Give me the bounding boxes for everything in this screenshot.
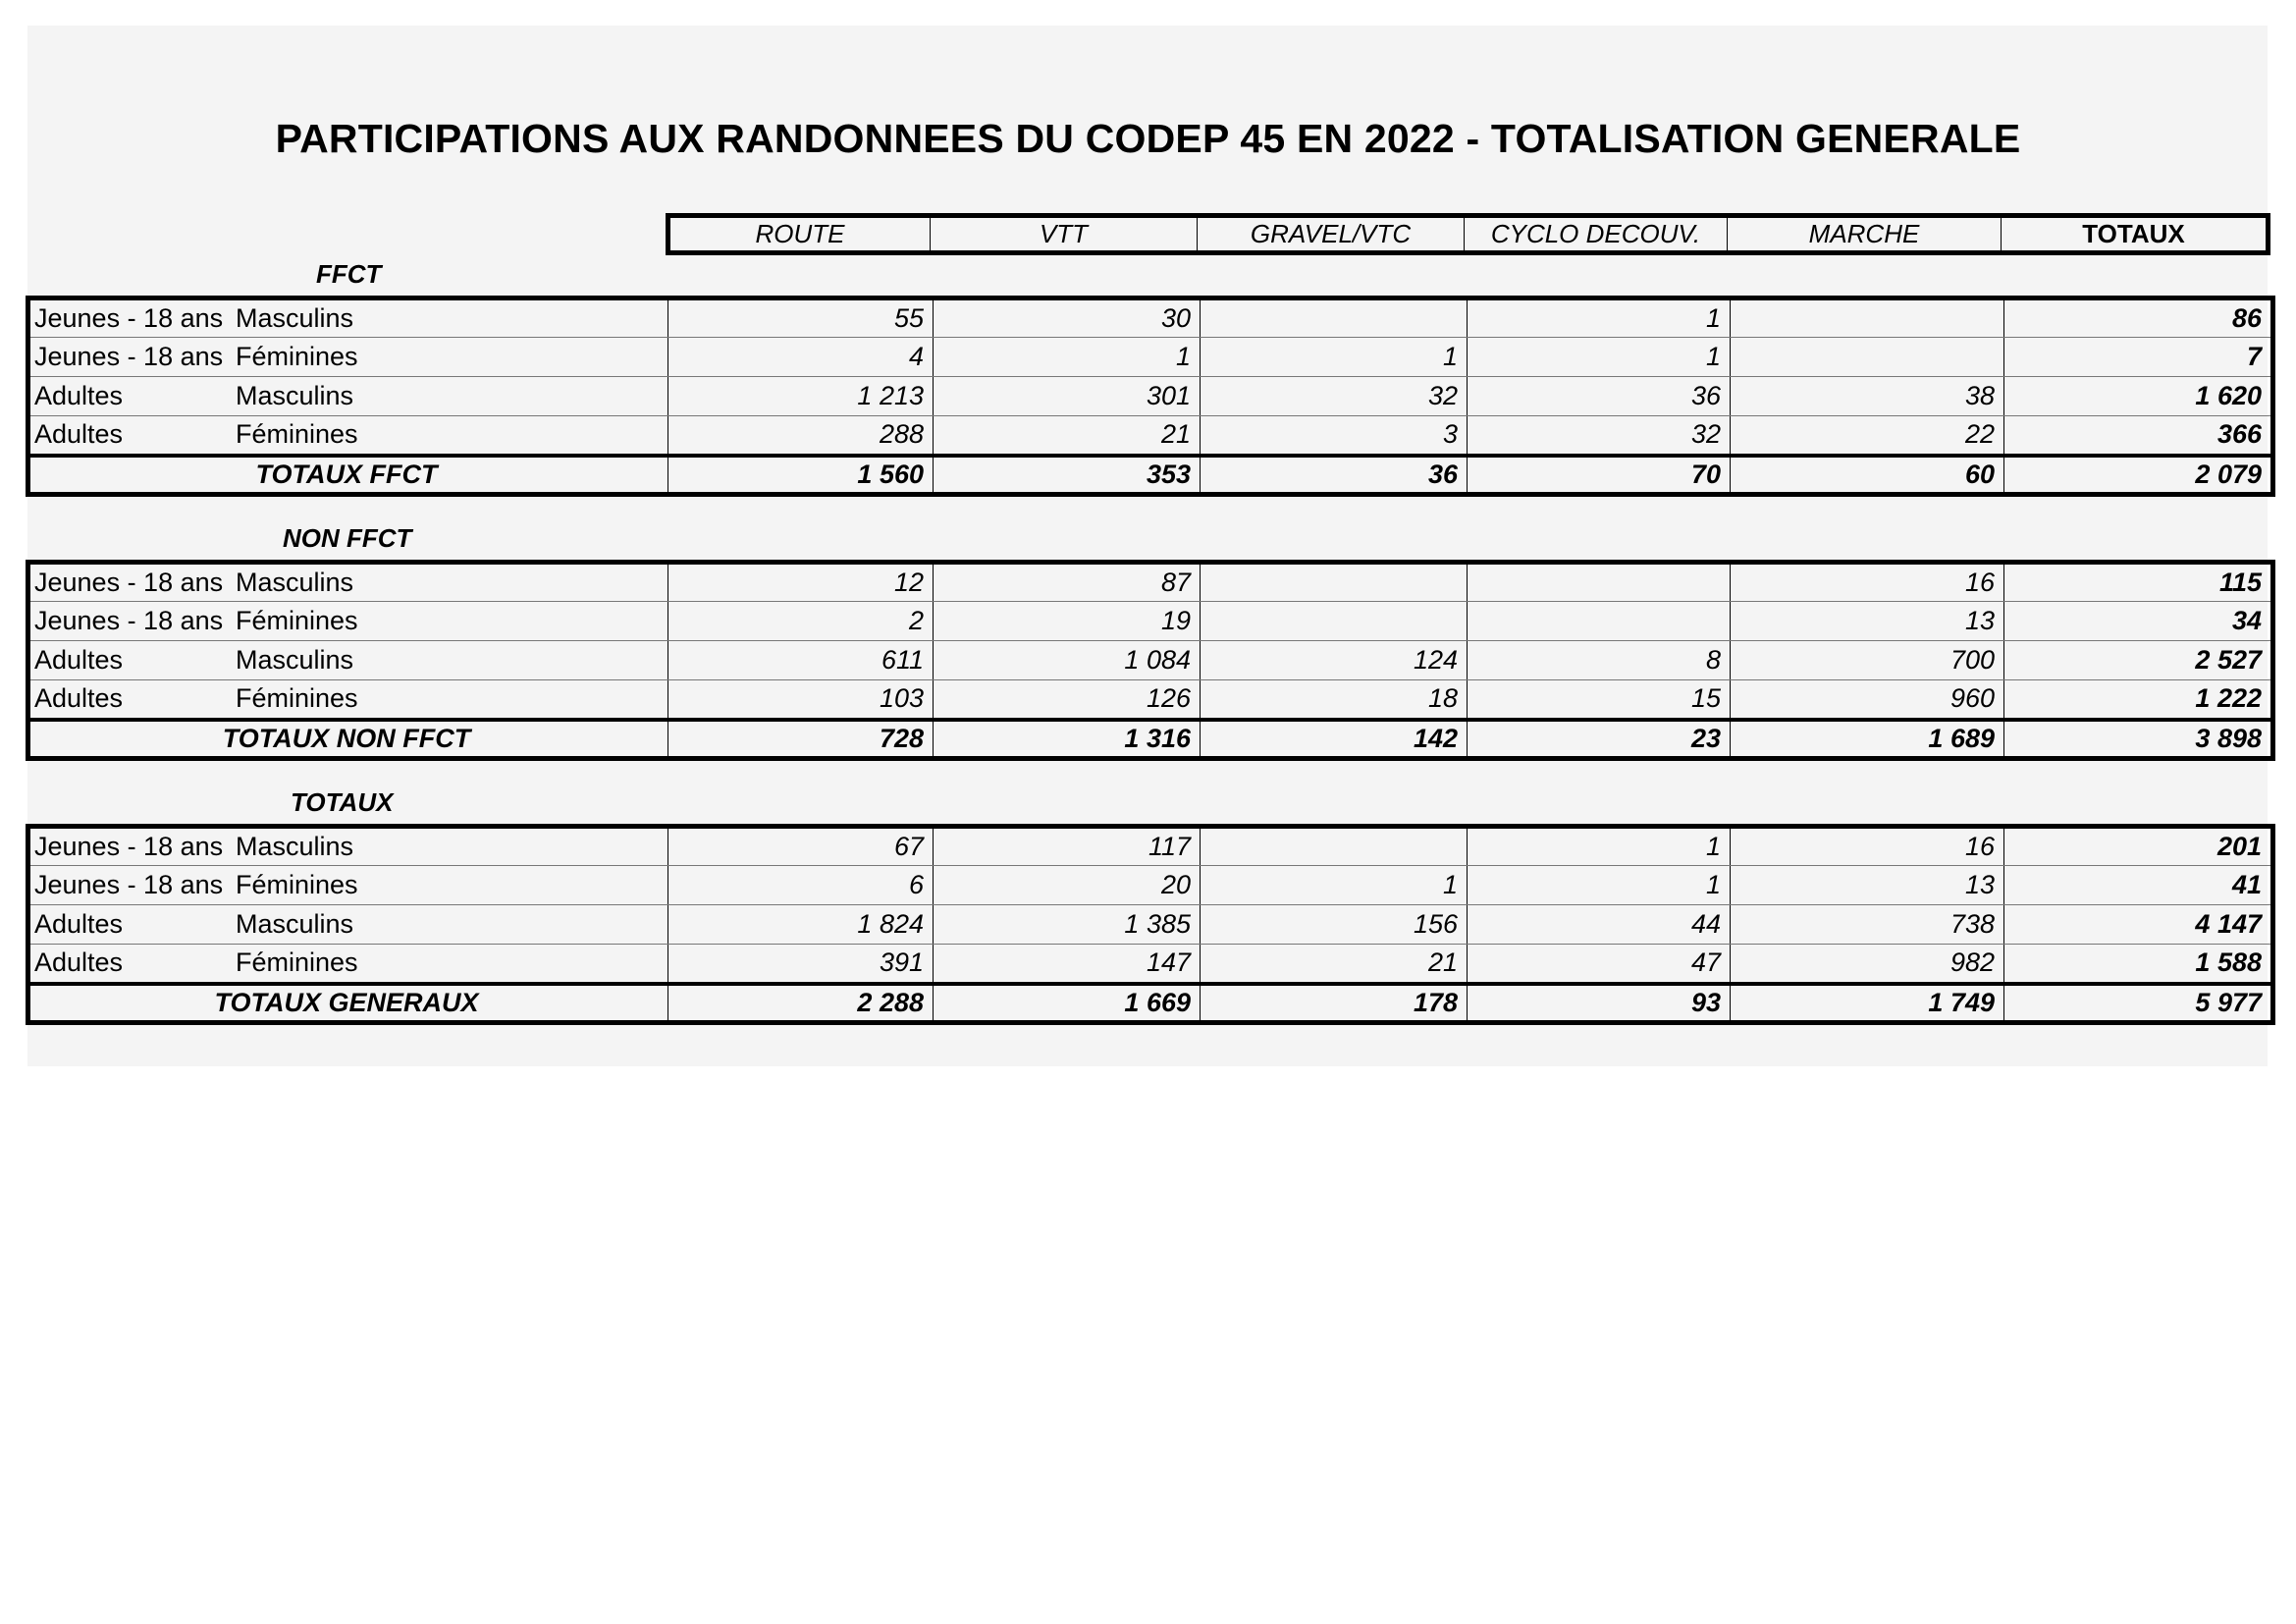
total-cell: 60 (1731, 456, 2004, 495)
table-cell: 13 (1731, 602, 2004, 641)
age-group: Jeunes - 18 ans (34, 568, 224, 597)
table-cell: 366 (2004, 416, 2273, 456)
table-cell: 41 (2004, 866, 2273, 905)
age-group: Jeunes - 18 ans (34, 870, 224, 899)
table-cell: 1 620 (2004, 377, 2273, 416)
table-cell: 1 (1468, 827, 1731, 866)
total-cell: 1 749 (1731, 984, 2004, 1023)
gender: Masculins (236, 832, 354, 861)
table-cell: 738 (1731, 905, 2004, 945)
table-cell: 1 824 (668, 905, 934, 945)
table-cell: 700 (1731, 641, 2004, 680)
page-title: PARTICIPATIONS AUX RANDONNEES DU CODEP 45 EN 2022 - TOTALISATION GENERALE (275, 116, 2021, 161)
row-label (28, 866, 668, 905)
row-label (28, 945, 668, 984)
total-cell: 70 (1468, 456, 1731, 495)
table-row (28, 563, 2273, 602)
table-cell: 67 (668, 827, 934, 866)
table-cell: 1 213 (668, 377, 934, 416)
table-cell: 13 (1731, 866, 2004, 905)
age-group: Adultes (34, 645, 124, 675)
total-cell: 728 (668, 720, 934, 759)
table-row (28, 602, 2273, 641)
table-cell (1201, 298, 1468, 338)
table-row (28, 827, 2273, 866)
table-cell: 611 (668, 641, 934, 680)
table-cell: 391 (668, 945, 934, 984)
table-cell: 1 588 (2004, 945, 2273, 984)
total-cell: 178 (1201, 984, 1468, 1023)
table-cell: 147 (934, 945, 1201, 984)
total-cell: 1 560 (668, 456, 934, 495)
age-group: Jeunes - 18 ans (34, 303, 224, 333)
table-row (28, 338, 2273, 377)
gender: Féminines (236, 870, 358, 899)
table-row (28, 377, 2273, 416)
total-cell: 36 (1201, 456, 1468, 495)
table-row (28, 298, 2273, 338)
table-cell: 4 147 (2004, 905, 2273, 945)
age-group: Adultes (34, 419, 124, 450)
row-label (28, 827, 668, 866)
total-label: TOTAUX FFCT (28, 456, 668, 495)
table-cell: 1 084 (934, 641, 1201, 680)
table-cell: 36 (1468, 377, 1731, 416)
total-cell: 23 (1468, 720, 1731, 759)
table-row (28, 905, 2273, 945)
data-table (26, 560, 2275, 761)
table-cell: 982 (1731, 945, 2004, 984)
table-row (28, 866, 2273, 905)
table-cell: 55 (668, 298, 934, 338)
table-cell: 19 (934, 602, 1201, 641)
table-cell: 1 (1468, 866, 1731, 905)
table-cell: 201 (2004, 827, 2273, 866)
total-row (28, 720, 2273, 759)
total-cell: 2 288 (668, 984, 934, 1023)
age-group: Adultes (34, 947, 124, 978)
table-row (28, 641, 2273, 680)
gender: Féminines (236, 947, 358, 978)
table-cell: 1 (1201, 338, 1468, 377)
table-cell: 2 (668, 602, 934, 641)
column-header-route: ROUTE (670, 218, 931, 250)
gender: Féminines (236, 342, 358, 371)
table-cell: 15 (1468, 680, 1731, 720)
table-cell: 1 (1468, 338, 1731, 377)
row-label (28, 602, 668, 641)
gender: Féminines (236, 606, 358, 635)
table-cell: 124 (1201, 641, 1468, 680)
row-label (28, 416, 668, 456)
table-cell: 4 (668, 338, 934, 377)
total-cell: 353 (934, 456, 1201, 495)
table-cell: 16 (1731, 563, 2004, 602)
row-label (28, 338, 668, 377)
table-cell: 86 (2004, 298, 2273, 338)
table-cell: 16 (1731, 827, 2004, 866)
table-cell: 87 (934, 563, 1201, 602)
age-group: Adultes (34, 381, 124, 410)
column-header-cyclo-decouv: CYCLO DECOUV. (1465, 218, 1728, 250)
gender: Masculins (236, 645, 354, 675)
data-table (26, 296, 2275, 497)
table-cell (1731, 338, 2004, 377)
total-cell: 93 (1468, 984, 1731, 1023)
total-row (28, 456, 2273, 495)
row-label (28, 905, 668, 945)
table-row (28, 945, 2273, 984)
table-cell: 126 (934, 680, 1201, 720)
table-row (28, 416, 2273, 456)
total-cell: 3 898 (2004, 720, 2273, 759)
table-cell: 8 (1468, 641, 1731, 680)
total-cell: 2 079 (2004, 456, 2273, 495)
column-header-vtt: VTT (931, 218, 1198, 250)
age-group: Adultes (34, 683, 124, 714)
column-header-gravel-vtc: GRAVEL/VTC (1198, 218, 1465, 250)
gender: Masculins (236, 568, 354, 597)
table-cell: 21 (1201, 945, 1468, 984)
table-cell: 1 (934, 338, 1201, 377)
table-cell: 156 (1201, 905, 1468, 945)
table-cell: 1 385 (934, 905, 1201, 945)
total-cell: 1 316 (934, 720, 1201, 759)
row-label (28, 298, 668, 338)
gender: Masculins (236, 909, 354, 939)
age-group: Jeunes - 18 ans (34, 606, 224, 635)
table-row (28, 680, 2273, 720)
gender: Féminines (236, 419, 358, 450)
table-cell (1201, 602, 1468, 641)
total-cell: 1 689 (1731, 720, 2004, 759)
table-cell: 1 (1468, 298, 1731, 338)
table-cell: 288 (668, 416, 934, 456)
table-cell: 12 (668, 563, 934, 602)
table-cell: 32 (1201, 377, 1468, 416)
row-label (28, 377, 668, 416)
table-cell: 960 (1731, 680, 2004, 720)
section-label: NON FFCT (283, 523, 412, 553)
gender: Masculins (236, 381, 354, 410)
table-cell: 21 (934, 416, 1201, 456)
table-cell (1201, 563, 1468, 602)
table-cell: 7 (2004, 338, 2273, 377)
table-cell (1468, 563, 1731, 602)
column-header-row (666, 213, 2270, 255)
total-label: TOTAUX GENERAUX (28, 984, 668, 1023)
table-cell (1201, 827, 1468, 866)
table-cell: 47 (1468, 945, 1731, 984)
row-label (28, 680, 668, 720)
age-group: Adultes (34, 909, 124, 939)
table-cell: 30 (934, 298, 1201, 338)
section-label: TOTAUX (291, 787, 394, 817)
table-cell (1468, 602, 1731, 641)
total-label: TOTAUX NON FFCT (28, 720, 668, 759)
table-cell: 115 (2004, 563, 2273, 602)
table-cell: 32 (1468, 416, 1731, 456)
table-cell: 103 (668, 680, 934, 720)
gender: Masculins (236, 303, 354, 333)
table-cell: 20 (934, 866, 1201, 905)
row-label (28, 563, 668, 602)
column-header-marche: MARCHE (1728, 218, 2002, 250)
table-cell: 38 (1731, 377, 2004, 416)
data-table (26, 824, 2275, 1025)
gender: Féminines (236, 683, 358, 714)
table-cell (1731, 298, 2004, 338)
table-cell: 1 222 (2004, 680, 2273, 720)
table-cell: 117 (934, 827, 1201, 866)
row-label (28, 641, 668, 680)
column-header-totaux: TOTAUX (2082, 219, 2185, 248)
table-cell: 6 (668, 866, 934, 905)
section-label: FFCT (316, 259, 382, 289)
table-cell: 34 (2004, 602, 2273, 641)
table-cell: 1 (1201, 866, 1468, 905)
total-row (28, 984, 2273, 1023)
table-cell: 301 (934, 377, 1201, 416)
table-cell: 44 (1468, 905, 1731, 945)
table-cell: 2 527 (2004, 641, 2273, 680)
table-cell: 3 (1201, 416, 1468, 456)
table-cell: 18 (1201, 680, 1468, 720)
total-cell: 1 669 (934, 984, 1201, 1023)
age-group: Jeunes - 18 ans (34, 342, 224, 371)
total-cell: 5 977 (2004, 984, 2273, 1023)
age-group: Jeunes - 18 ans (34, 832, 224, 861)
table-cell: 22 (1731, 416, 2004, 456)
total-cell: 142 (1201, 720, 1468, 759)
